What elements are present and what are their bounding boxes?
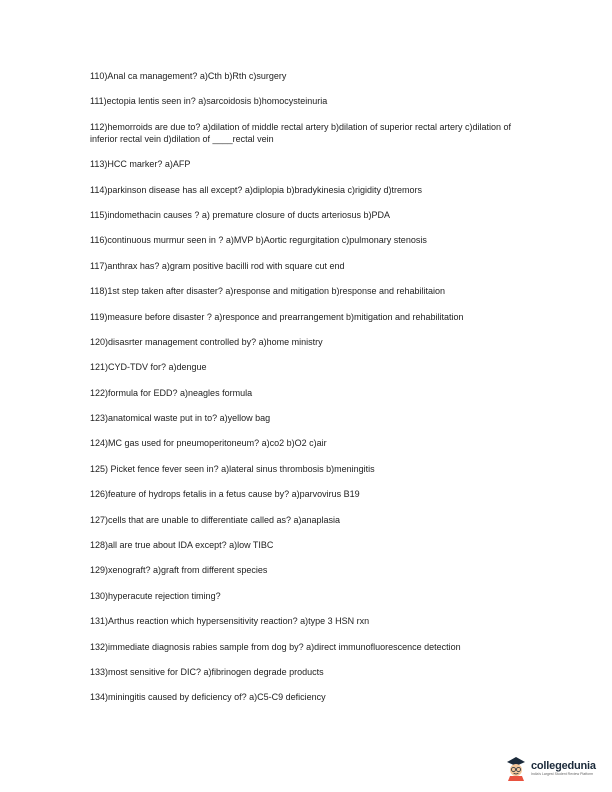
question-item: 130)hyperacute rejection timing? bbox=[90, 590, 221, 601]
logo-name: collegedunia bbox=[531, 759, 596, 772]
question-item: 129)xenograft? a)graft from different species bbox=[90, 565, 268, 576]
question-item: 120)disasrter management controlled by? a)home ministry bbox=[90, 336, 323, 347]
question-item: 111)ectopia lentis seen in? a)sarcoidosis b)homocysteinuria bbox=[90, 96, 328, 107]
question-item: 119)measure before disaster ? a)responce and prearrangement b)mitigation and rehabilitation bbox=[90, 311, 464, 322]
question-list bbox=[90, 70, 530, 717]
question-item: 131)Arthus reaction which hypersensitivity reaction? a)type 3 HSN rxn bbox=[90, 616, 370, 627]
collegedunia-logo bbox=[505, 752, 612, 784]
question-item: 110)Anal ca management? a)Cth b)Rth c)surgery bbox=[90, 71, 287, 81]
question-item: 115)indomethacin causes ? a) premature closure of ducts arteriosus b)PDA bbox=[90, 209, 390, 220]
question-item: 117)anthrax has? a)gram positive bacilli rod with square cut end bbox=[90, 260, 345, 271]
question-item: 114)parkinson disease has all except? a)diplopia b)bradykinesia c)rigidity d)tremors bbox=[90, 184, 422, 195]
question-item: 128)all are true about IDA except? a)low TIBC bbox=[90, 540, 274, 551]
question-item: 123)anatomical waste put in to? a)yellow bag bbox=[90, 413, 271, 424]
question-item: 126)feature of hydrops fetalis in a fetus cause by? a)parvovirus B19 bbox=[90, 489, 360, 500]
question-item: 124)MC gas used for pneumoperitoneum? a)co2 b)O2 c)air bbox=[90, 438, 327, 449]
question-item: 133)most sensitive for DIC? a)fibrinogen degrade products bbox=[90, 666, 324, 677]
question-item: 112)hemorroids are due to? a)dilation of middle rectal artery b)dilation of superior rectal artery c)dilation of inferior rectal vein d)dilation of ____rectal vein bbox=[90, 121, 512, 144]
question-item: 125) Picket fence fever seen in? a)lateral sinus thrombosis b)meningitis bbox=[90, 463, 375, 474]
mascot-icon bbox=[505, 755, 527, 781]
question-item: 134)miningitis caused by deficiency of? a)C5-C9 deficiency bbox=[90, 692, 326, 703]
question-item: 127)cells that are unable to differentiate called as? a)anaplasia bbox=[90, 514, 341, 525]
question-item: 116)continuous murmur seen in ? a)MVP b)Aortic regurgitation c)pulmonary stenosis bbox=[90, 235, 427, 246]
question-item: 121)CYD-TDV for? a)dengue bbox=[90, 362, 207, 373]
question-item: 118)1st step taken after disaster? a)response and mitigation b)response and rehabilitaion bbox=[90, 286, 446, 297]
question-item: 122)formula for EDD? a)neagles formula bbox=[90, 387, 253, 398]
question-item: 132)immediate diagnosis rabies sample from dog by? a)direct immunofluorescence detection bbox=[90, 641, 461, 652]
logo-tagline: India's Largest Student Review Platform bbox=[531, 771, 594, 776]
question-item: 113)HCC marker? a)AFP bbox=[90, 159, 191, 170]
